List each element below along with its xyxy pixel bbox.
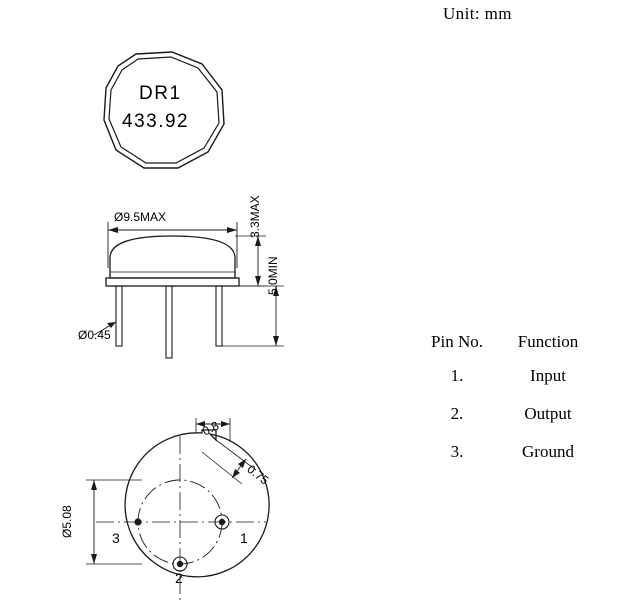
unit-note: Unit: mm	[443, 4, 512, 23]
dim-lead-length: 5.0MIN	[266, 256, 280, 295]
bottom-view	[50, 412, 310, 607]
pin-function-table	[418, 332, 600, 480]
pin-no-1: 1.	[450, 366, 464, 385]
lid-marking-line1: DR1	[139, 83, 182, 104]
pin-no-3: 3.	[450, 442, 464, 461]
table-row	[418, 404, 600, 442]
header-function: Function	[517, 332, 579, 351]
pin-no-2: 2.	[450, 404, 464, 423]
dim-lead-diameter: Ø0.45	[78, 328, 111, 342]
table-row	[418, 442, 600, 480]
side-view	[78, 195, 300, 415]
pin-function-1: Input	[530, 366, 566, 385]
top-view	[96, 48, 246, 178]
dim-can-diameter: Ø9.5MAX	[114, 210, 167, 224]
pin-label-3: 3	[112, 530, 120, 546]
pin-function-2: Output	[524, 404, 572, 423]
dim-notch-depth: 0.75	[244, 462, 272, 488]
dim-notch-width: 0.8	[200, 418, 222, 439]
pin-label-2: 2	[175, 570, 183, 586]
dim-can-height: 3.3MAX	[248, 195, 262, 238]
table-row	[418, 366, 600, 404]
pin-label-1: 1	[240, 530, 248, 546]
pin-function-3: Ground	[522, 442, 574, 461]
lid-marking-line2: 433.92	[122, 111, 190, 132]
table-header-row	[418, 332, 600, 366]
dim-pin-circle-diameter: Ø5.08	[60, 505, 74, 538]
header-pin-no: Pin No.	[431, 332, 483, 351]
